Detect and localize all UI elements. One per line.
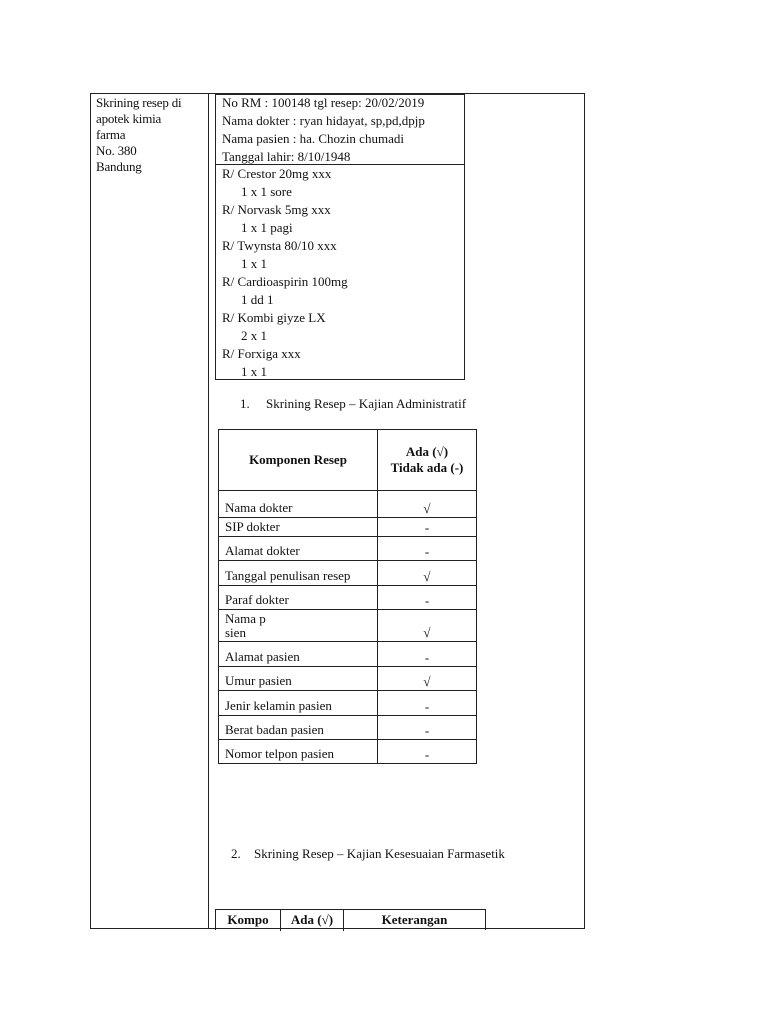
value-cell: - [378, 716, 477, 740]
table-header-row [219, 430, 477, 491]
header-component: Komponen Resep [219, 430, 378, 491]
rx-dose: 1 x 1 sore [241, 184, 292, 199]
header-komponen: Kompo [227, 912, 269, 927]
header-value-line2: Tidak ada (-) [390, 460, 464, 475]
section2-title-text: Skrining Resep – Kajian Kesesuaian Farmasetik [254, 846, 505, 861]
value-cell: √ [378, 491, 477, 518]
table-row [219, 561, 477, 586]
table-row [219, 740, 477, 764]
rx-drug: R/ Norvask 5mg xxx [222, 202, 331, 217]
prescription-items [222, 165, 348, 381]
table-row [219, 691, 477, 716]
component-cell: Paraf dokter [219, 586, 378, 610]
table-row [219, 642, 477, 667]
section1-number: 1. [240, 396, 250, 411]
section2-number: 2. [231, 846, 241, 861]
value-cell: - [378, 518, 477, 537]
value-cell: √ [378, 561, 477, 586]
rx-dose: 1 dd 1 [241, 292, 274, 307]
rx-header-line: Nama pasien : ha. Chozin chumadi [222, 131, 404, 146]
rx-header-line: Nama dokter : ryan hidayat, sp,pd,dpjp [222, 113, 425, 128]
section1-title-text: Skrining Resep – Kajian Administratif [266, 396, 467, 411]
component-cell: Jenir kelamin pasien [219, 691, 378, 716]
value-cell: - [378, 740, 477, 764]
table-row [219, 667, 477, 691]
left-line: Skrining resep di [96, 95, 182, 110]
rx-drug: R/ Crestor 20mg xxx [222, 166, 332, 181]
component-cell [219, 610, 378, 642]
header-value [378, 430, 477, 491]
component-cell: Umur pasien [219, 667, 378, 691]
table-row [219, 586, 477, 610]
header-value-line1: Ada (√) [405, 444, 449, 459]
table-row [219, 518, 477, 537]
component-cell: Alamat pasien [219, 642, 378, 667]
value-cell: - [378, 586, 477, 610]
left-line: apotek kimia [96, 111, 162, 126]
table-row [219, 610, 477, 642]
component-cell: Alamat dokter [219, 537, 378, 561]
rx-drug: R/ Forxiga xxx [222, 346, 301, 361]
component-line: Nama p [225, 611, 266, 626]
section1-title [240, 396, 466, 412]
component-cell: Nomor telpon pasien [219, 740, 378, 764]
rx-header-line: No RM : 100148 tgl resep: 20/02/2019 [222, 95, 425, 110]
rx-dose: 1 x 1 [241, 256, 267, 271]
rx-drug: R/ Twynsta 80/10 xxx [222, 238, 337, 253]
rx-drug: R/ Kombi giyze LX [222, 310, 326, 325]
header-ada: Ada (√) [290, 912, 334, 927]
section2-title [231, 846, 505, 862]
rx-dose: 1 x 1 [241, 364, 267, 379]
column-divider [208, 93, 209, 929]
left-line: farma [96, 127, 126, 142]
table-row [219, 537, 477, 561]
left-line: No. 380 [96, 143, 137, 158]
component-cell: Tanggal penulisan resep [219, 561, 378, 586]
rx-dose: 2 x 1 [241, 328, 267, 343]
table-row [219, 491, 477, 518]
component-cell: Nama dokter [219, 491, 378, 518]
rx-drug: R/ Cardioaspirin 100mg [222, 274, 348, 289]
left-line: Bandung [96, 159, 142, 174]
rx-dose: 1 x 1 pagi [241, 220, 293, 235]
value-cell: - [378, 537, 477, 561]
value-cell: √ [378, 610, 477, 642]
header-keterangan: Keterangan [381, 912, 448, 927]
rx-header-line: Tanggal lahir: 8/10/1948 [222, 149, 351, 164]
value-cell: √ [378, 667, 477, 691]
left-column-label [96, 95, 206, 175]
administrative-table [218, 429, 477, 764]
table-row [219, 716, 477, 740]
component-line: sien [225, 625, 246, 640]
component-cell: SIP dokter [219, 518, 378, 537]
farmasetik-table-header [215, 909, 486, 930]
value-cell: - [378, 691, 477, 716]
prescription-header [222, 94, 425, 166]
value-cell: - [378, 642, 477, 667]
component-cell: Berat badan pasien [219, 716, 378, 740]
